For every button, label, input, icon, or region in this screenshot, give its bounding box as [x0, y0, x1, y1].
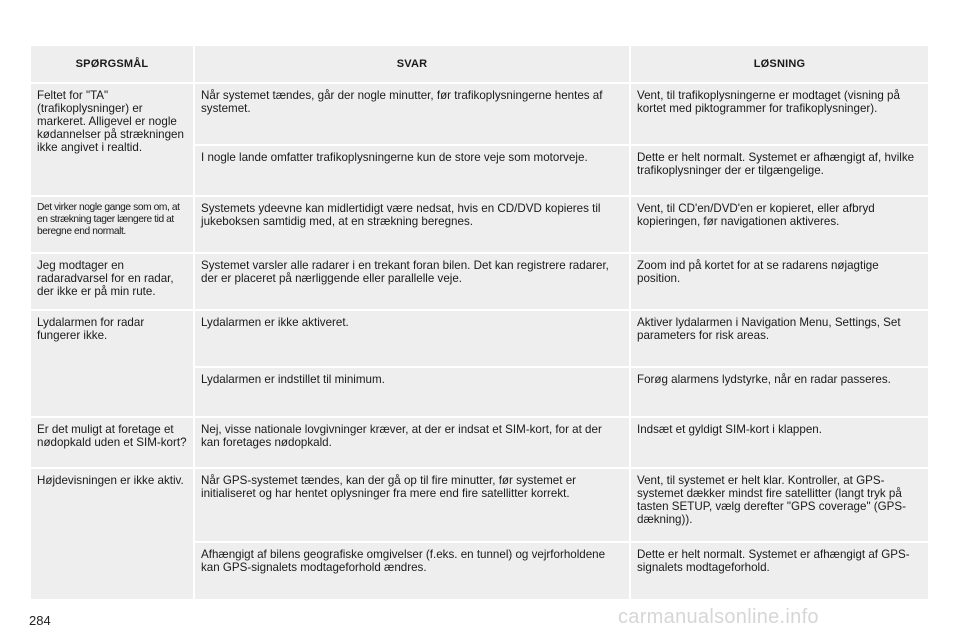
solution-text: Dette er helt normalt. Systemet er afhængigt af GPS-signalets modtageforhold.: [637, 548, 910, 574]
question-text: Jeg modtager en radaradvarsel for en radar, der ikke er på min rute.: [37, 259, 174, 298]
table-row: [30, 253, 929, 310]
header-question: SPØRGSMÅL: [30, 45, 194, 83]
answer-cell: [194, 310, 630, 367]
answer-text: Lydalarmen er ikke aktiveret.: [201, 316, 349, 329]
answer-cell: [194, 196, 630, 253]
question-text: Lydalarmen for radar fungerer ikke.: [37, 316, 145, 342]
solution-text: Forøg alarmens lydstyrke, når en radar passeres.: [637, 373, 891, 386]
answer-cell: [194, 253, 630, 310]
answer-cell: [194, 542, 630, 600]
page-number: 284: [29, 613, 51, 628]
table-row: [30, 83, 929, 145]
question-cell: [30, 83, 194, 196]
answer-text: Systemet varsler alle radarer i en trekant foran bilen. Det kan registrere radarer, der er placeret på nærliggende eller parallelle veje.: [201, 259, 609, 285]
table-row: [30, 196, 929, 253]
solution-cell: [630, 253, 929, 310]
solution-text: Zoom ind på kortet for at se radarens nøjagtige position.: [637, 259, 879, 285]
solution-text: Vent, til CD'en/DVD'en er kopieret, eller afbryd kopieringen, før navigationen aktiveres.: [637, 202, 875, 228]
solution-cell: [630, 367, 929, 417]
solution-text: Dette er helt normalt. Systemet er afhængigt af, hvilke trafikoplysninger der er tilgængelige.: [637, 151, 915, 177]
answer-text: Afhængigt af bilens geografiske omgivelser (f.eks. en tunnel) og vejrforholdene kan GPS-signalets modtageforhold ændres.: [201, 548, 606, 574]
answer-cell: [194, 468, 630, 542]
question-text: Er det muligt at foretage et nødopkald uden et SIM-kort?: [37, 423, 187, 449]
faq-table: [29, 44, 930, 601]
question-text: Højdevisningen er ikke aktiv.: [37, 474, 184, 487]
solution-cell: [630, 310, 929, 367]
answer-cell: [194, 417, 630, 468]
question-cell: [30, 196, 194, 253]
solution-cell: [630, 196, 929, 253]
question-cell: [30, 310, 194, 417]
answer-text: Lydalarmen er indstillet til minimum.: [201, 373, 385, 386]
watermark: carmanualsonline.info: [618, 606, 819, 628]
table-row: [30, 468, 929, 542]
answer-cell: [194, 83, 630, 145]
solution-text: Indsæt et gyldigt SIM-kort i klappen.: [637, 423, 822, 436]
question-text: Det virker nogle gange som om, at en strækning tager længere tid at beregne end normalt.: [37, 202, 180, 237]
question-cell: [30, 253, 194, 310]
solution-cell: [630, 145, 929, 196]
solution-cell: [630, 83, 929, 145]
answer-text: Systemets ydeevne kan midlertidigt være nedsat, hvis en CD/DVD kopieres til jukeboksen samtidig med, at en strækning beregnes.: [201, 202, 601, 228]
table-row: [30, 310, 929, 367]
solution-text: Aktiver lydalarmen i Navigation Menu, Settings, Set parameters for risk areas.: [637, 316, 901, 342]
answer-cell: [194, 145, 630, 196]
question-cell: [30, 417, 194, 468]
answer-text: Når GPS-systemet tændes, kan der gå op til fire minutter, før systemet er initialiseret og har hentet oplysninger fra mere end fire satellitter korrekt.: [201, 474, 576, 500]
header-row: [30, 45, 929, 83]
answer-text: Når systemet tændes, går der nogle minutter, før trafikoplysningerne hentes af systemet.: [201, 89, 603, 115]
solution-text: Vent, til trafikoplysningerne er modtaget (visning på kortet med piktogrammer for trafikoplysninger).: [637, 89, 900, 115]
answer-text: I nogle lande omfatter trafikoplysningerne kun de store veje som motorveje.: [201, 151, 588, 164]
question-text: Feltet for "TA" (trafikoplysninger) er markeret. Alligevel er nogle kødannelser på strækningen ikke angivet i realtid.: [37, 89, 184, 154]
solution-cell: [630, 542, 929, 600]
solution-text: Vent, til systemet er helt klar. Kontroller, at GPS-systemet dækker mindst fire satellitter (langt tryk på tasten SETUP, vælg derefter "GPS coverage" (GPS-dækning)).: [637, 474, 906, 526]
answer-cell: [194, 367, 630, 417]
table-row: [30, 417, 929, 468]
header-solution: LØSNING: [630, 45, 929, 83]
solution-cell: [630, 417, 929, 468]
solution-cell: [630, 468, 929, 542]
answer-text: Nej, visse nationale lovgivninger kræver, at der er indsat et SIM-kort, for at der kan foretages nødopkald.: [201, 423, 602, 449]
question-cell: [30, 468, 194, 600]
header-answer: SVAR: [194, 45, 630, 83]
